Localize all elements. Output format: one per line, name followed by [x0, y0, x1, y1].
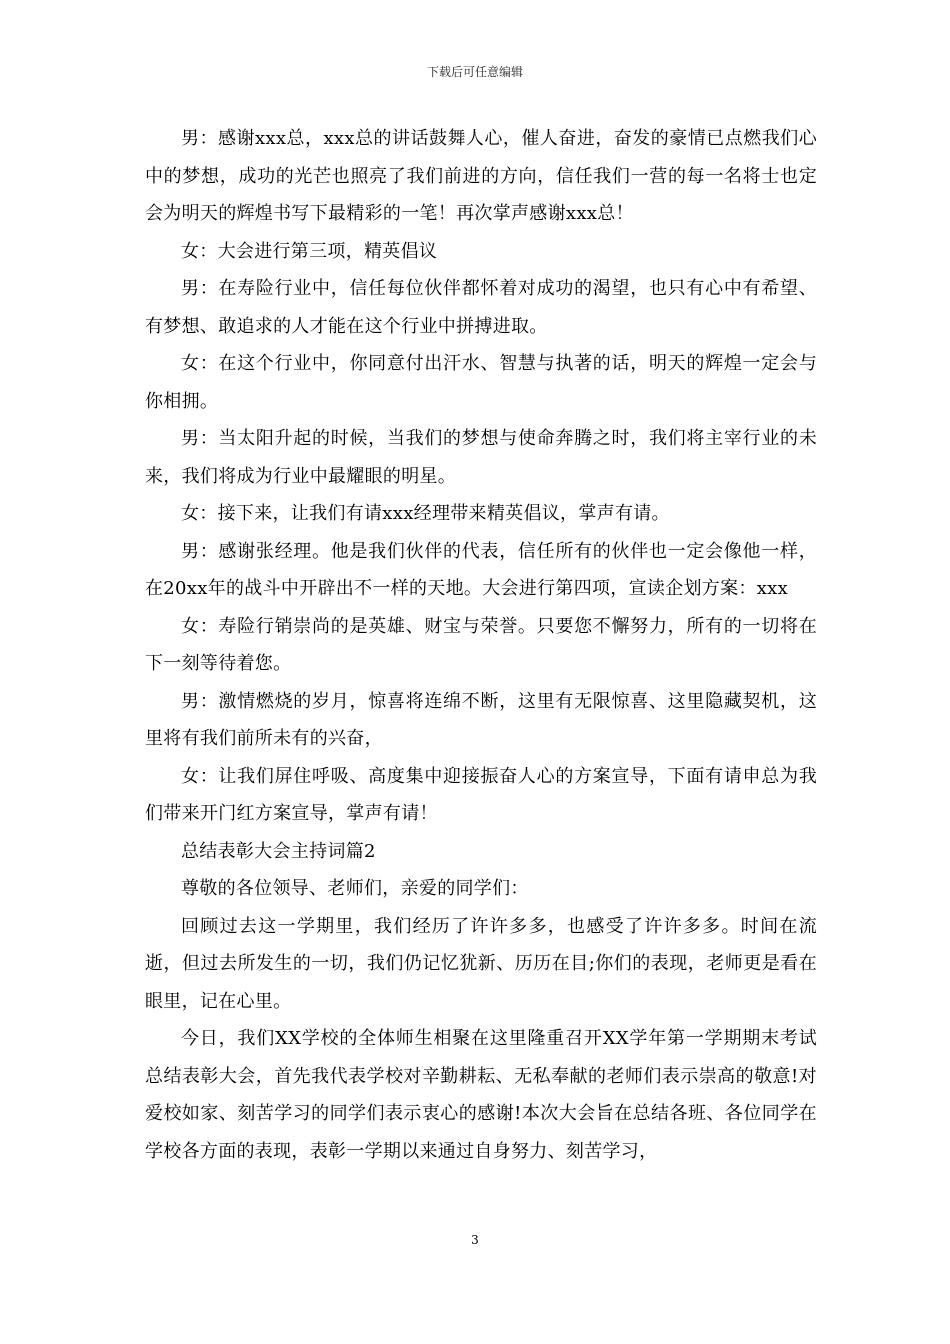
document-body: [145, 120, 817, 1170]
page-number: 3: [471, 1233, 479, 1247]
salutation: 尊敬的各位领导、老师们，亲爱的同学们：: [181, 878, 529, 899]
paragraph: 女：接下来，让我们有请xxx经理带来精英倡议，掌声有请。: [181, 503, 670, 524]
section-heading: 总结表彰大会主持词篇2: [181, 840, 376, 862]
paragraph: 女：在这个行业中，你同意付出汗水、智慧与执著的话，明天的辉煌一定会与你相拥。: [145, 353, 817, 412]
page-header: 下载后可任意编辑: [426, 65, 523, 79]
paragraph: 女：大会进行第三项，精英倡议: [181, 240, 438, 262]
paragraph: 男：在寿险行业中，信任每位伙伴都怀着对成功的渴望，也只有心中有希望、有梦想、敢追求的人才能在这个行业中拼搏进取。: [145, 278, 817, 337]
paragraph: 今日，我们XX学校的全体师生相聚在这里隆重召开XX学年第一学期期末考试总结表彰大会，首先我代表学校对辛勤耕耘、无私奉献的老师们表示崇高的敬意!对爱校如家、刻苦学习的同学们表示衷心的感谢!本次大会旨在总结各班、各位同学在学校各方面的表现，表彰一学期以来通过自身努力、刻苦学习，: [145, 1028, 817, 1162]
paragraph: 女：让我们屏住呼吸、高度集中迎接振奋人心的方案宣导，下面有请申总为我们带来开门红方案宣导，掌声有请！: [145, 765, 817, 824]
paragraph: 男：当太阳升起的时候，当我们的梦想与使命奔腾之时，我们将主宰行业的未来，我们将成为行业中最耀眼的明星。: [145, 428, 817, 487]
paragraph: 男：感谢xxx总，xxx总的讲话鼓舞人心，催人奋进，奋发的豪情已点燃我们心中的梦想，成功的光芒也照亮了我们前进的方向，信任我们一营的每一名将士也定会为明天的辉煌书写下最精彩的一笔！再次掌声感谢xxx总！: [145, 128, 817, 224]
paragraph: 男：感谢张经理。他是我们伙伴的代表，信任所有的伙伴也一定会像他一样，在20xx年的战斗中开辟出不一样的天地。大会进行第四项，宣读企划方案：xxx: [145, 540, 817, 599]
paragraph: 回顾过去这一学期里，我们经历了许许多多，也感受了许许多多。时间在流逝，但过去所发生的一切，我们仍记忆犹新、历历在目;你们的表现，老师更是看在眼里，记在心里。: [145, 915, 817, 1012]
paragraph: 男：激情燃烧的岁月，惊喜将连绵不断，这里有无限惊喜、这里隐藏契机，这里将有我们前所未有的兴奋，: [145, 690, 817, 749]
paragraph: 女：寿险行销崇尚的是英雄、财宝与荣誉。只要您不懈努力，所有的一切将在下一刻等待着您。: [145, 615, 817, 674]
